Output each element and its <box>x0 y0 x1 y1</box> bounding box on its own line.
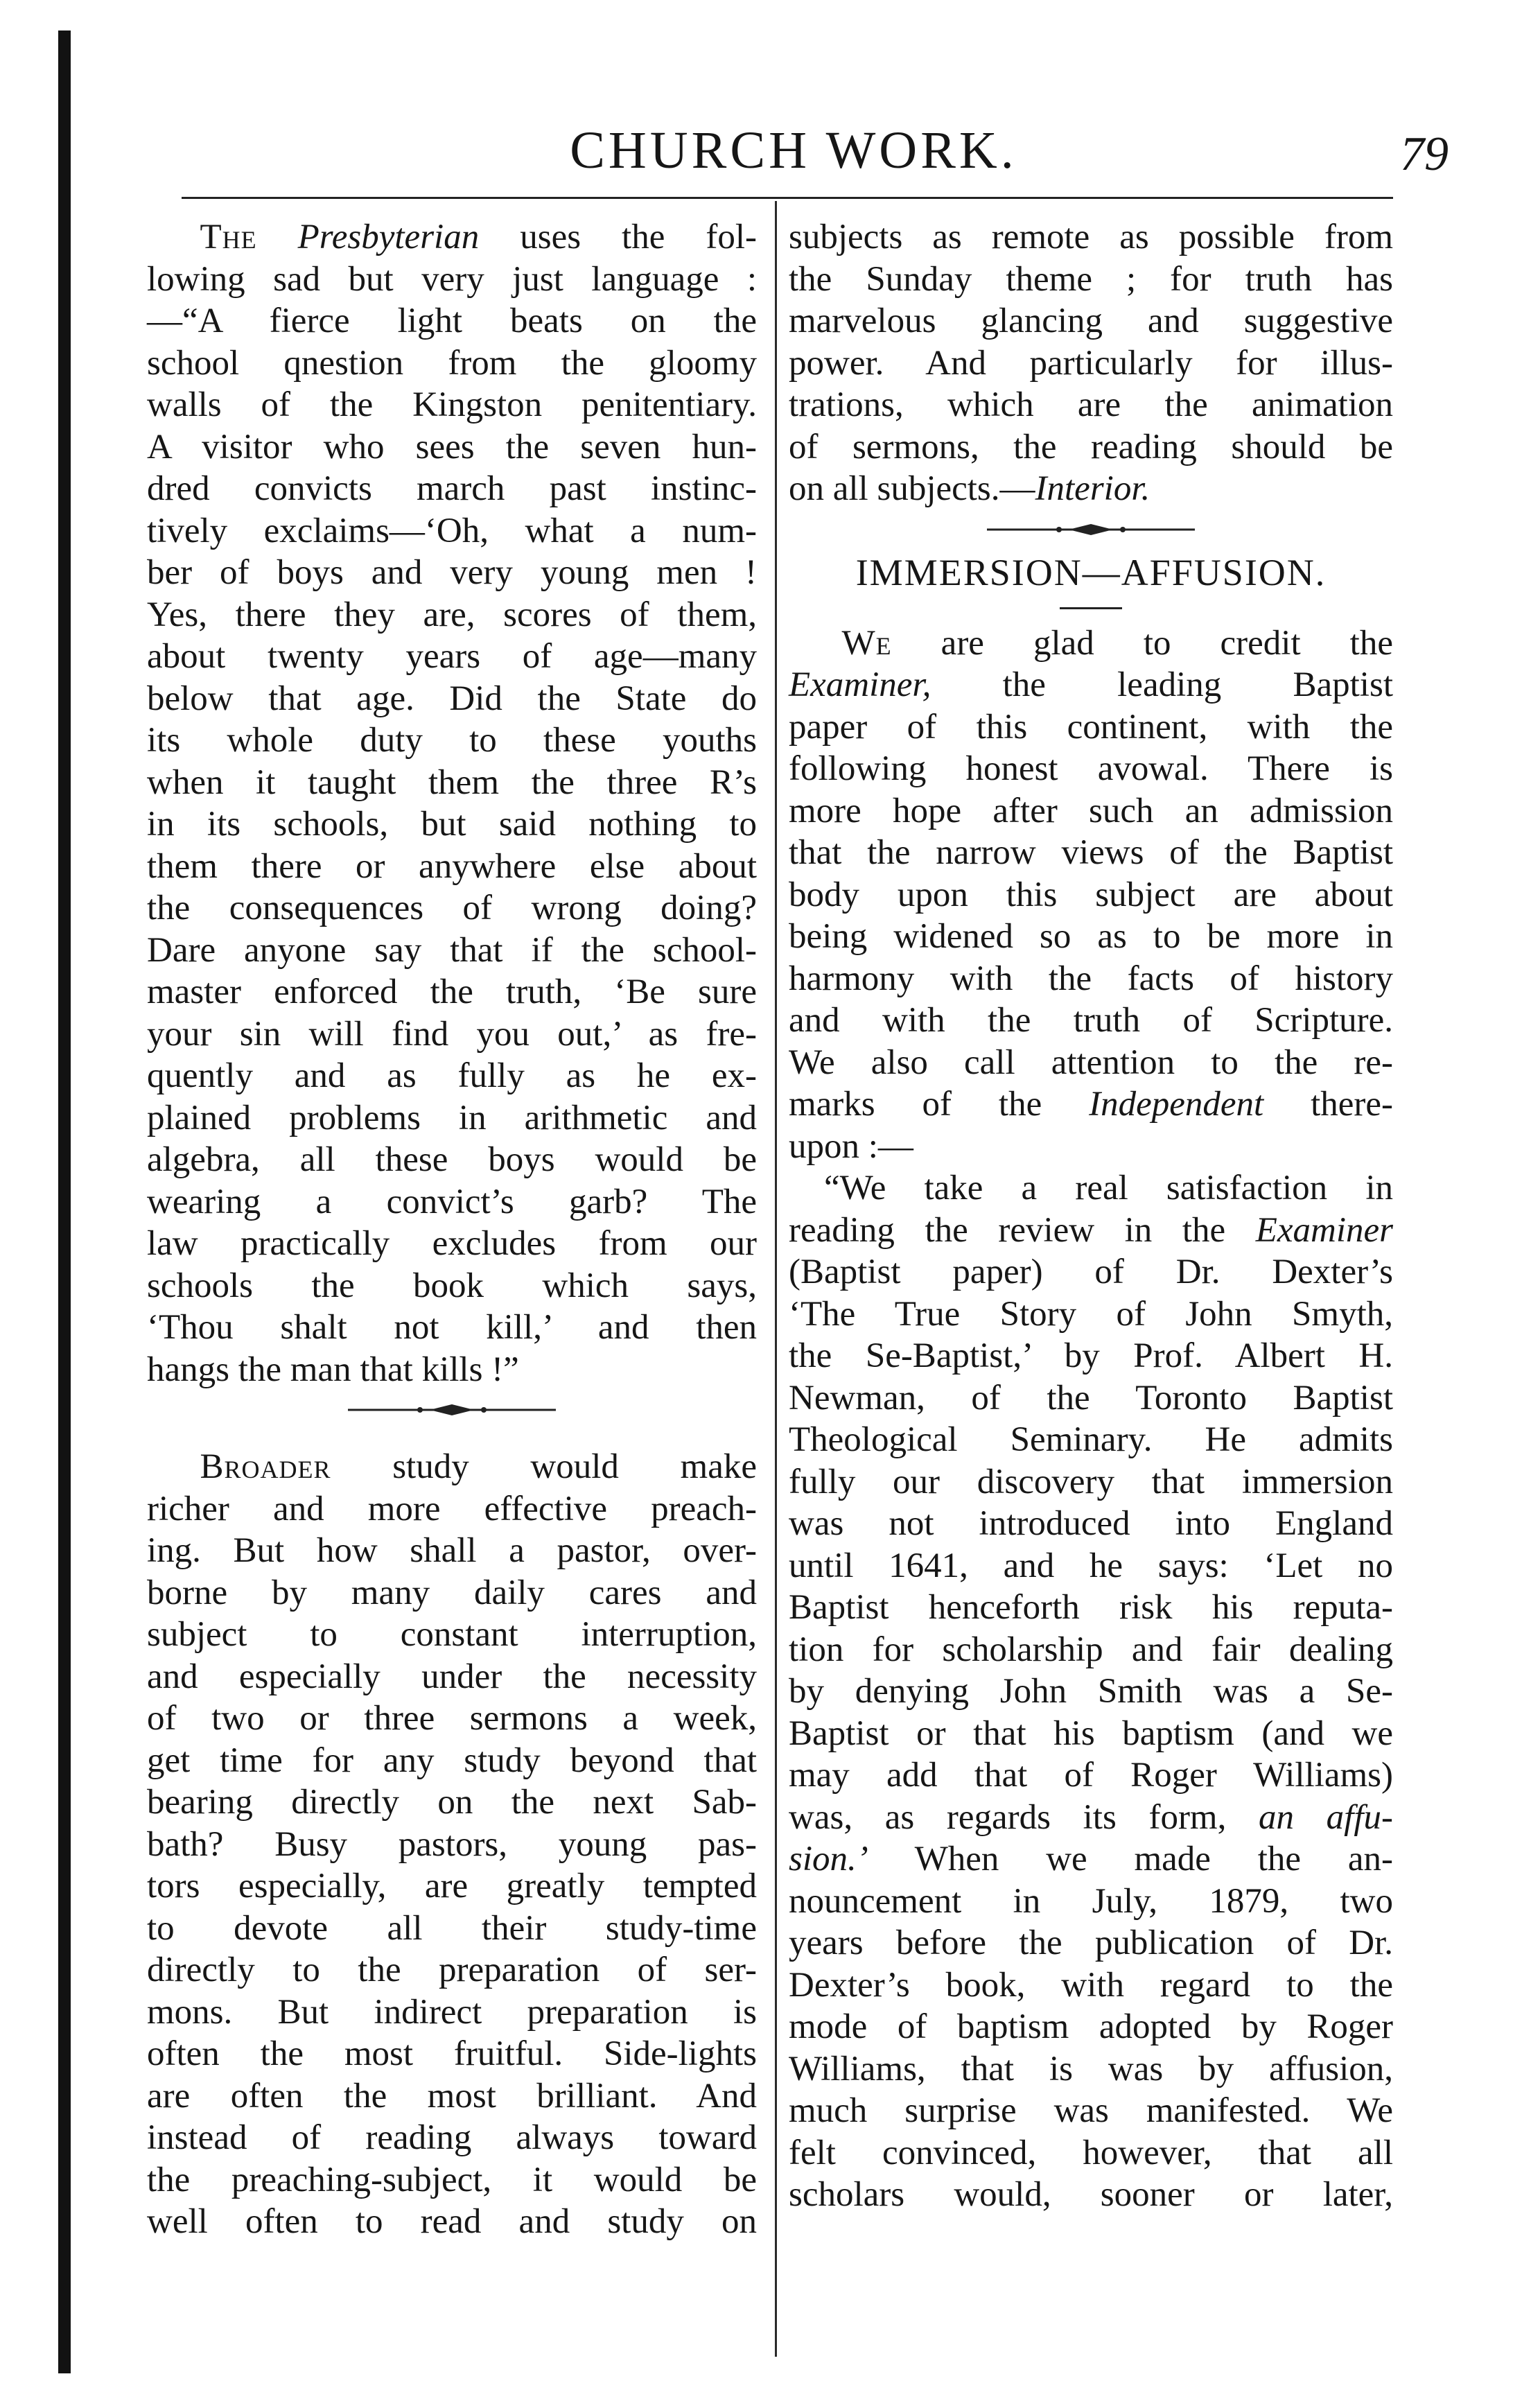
text-line: the Se-Baptist,’ by Prof. Albert H. <box>789 1336 1393 1375</box>
text-line: bath? Busy pastors, young pas- <box>147 1824 757 1864</box>
text-line: bearing directly on the next Sab- <box>147 1783 757 1822</box>
text-line: about twenty years of age—many <box>147 637 757 676</box>
opening-word: Broader <box>200 1447 331 1486</box>
text-line: —“A fierce light beats on the <box>147 302 757 340</box>
text-line: hangs the man that kills !” <box>147 1350 519 1389</box>
text-line: ber of boys and very young men ! <box>147 553 757 592</box>
text-line: (Baptist paper) of Dr. Dexter’s <box>789 1253 1393 1291</box>
article-broader-study <box>147 1446 757 2243</box>
text-line: Yes, there they are, scores of them, <box>147 595 757 634</box>
text-line: dred convicts march past instinc- <box>147 469 757 508</box>
text-line: marvelous glancing and suggestive <box>789 302 1393 340</box>
running-head <box>139 119 1449 182</box>
text-line: subject to constant interruption, <box>147 1615 757 1654</box>
source-line: on all subjects.—Interior. <box>789 469 1150 508</box>
text-line: get time for any study beyond that <box>147 1741 757 1780</box>
text-line: Williams, that is was by affusion, <box>789 2049 1393 2088</box>
page-binding-edge <box>58 30 71 2373</box>
text-line: much surprise was manifested. We <box>789 2091 1393 2130</box>
text-line: the consequences of wrong doing? <box>147 889 757 927</box>
text-line: richer and more effective preach- <box>147 1489 757 1528</box>
text-line: paper of this continent, with the <box>789 707 1393 747</box>
text-line: was not introduced into England <box>789 1504 1393 1543</box>
text-line: ing. But how shall a pastor, over- <box>147 1531 757 1570</box>
text-line: Dexter’s book, with regard to the <box>789 1965 1393 2005</box>
right-column <box>789 216 1393 2216</box>
text-line: Newman, of the Toronto Baptist <box>789 1378 1393 1418</box>
page-number: 79 <box>1400 128 1449 181</box>
text-line: scholars would, sooner or later, <box>789 2175 1393 2214</box>
text-line: directly to the preparation of ser- <box>147 1951 757 1989</box>
text-line: mode of baptism adopted by Roger <box>789 2007 1393 2046</box>
text-line: tors especially, are greatly tempted <box>147 1867 757 1905</box>
ornament-icon <box>348 1403 556 1417</box>
article-immersion <box>789 622 1393 1168</box>
article-presbyterian <box>147 216 757 1390</box>
text-line: the Sunday theme ; for truth has <box>789 259 1393 299</box>
ornament-icon <box>987 523 1195 537</box>
text-line: tively exclaims—‘Oh, what a num- <box>147 511 757 550</box>
text-line: them there or anywhere else about <box>147 846 757 886</box>
text-line: Theological Seminary. He admits <box>789 1420 1393 1459</box>
text-line: may add that of Roger Williams) <box>789 1756 1393 1795</box>
article-first-line: The Presbyterian uses the fol- <box>200 218 757 256</box>
text-line: ‘Thou shalt not kill,’ and then <box>147 1308 757 1347</box>
text-line: by denying John Smith was a Se- <box>789 1672 1393 1711</box>
text-line: instead of reading always toward <box>147 2118 757 2157</box>
article-continuation <box>789 216 1393 510</box>
text-line: often the most fruitful. Side-lights <box>147 2034 757 2073</box>
article-first-line: We are glad to credit the <box>841 623 1393 663</box>
text-line: following honest avowal. There is <box>789 749 1393 788</box>
text-line: borne by many daily cares and <box>147 1573 757 1612</box>
text-line: lowing sad but very just language : <box>147 259 757 299</box>
text-line: reading the review in the Examiner <box>789 1210 1393 1250</box>
opening-word: We <box>841 623 892 663</box>
journal-name: Presbyterian <box>297 218 480 256</box>
text-line: of two or three sermons a week, <box>147 1699 757 1738</box>
text-line: its whole duty to these youths <box>147 721 757 760</box>
section-heading: IMMERSION—AFFUSION. <box>855 551 1327 593</box>
text-line: law practically excludes from our <box>147 1224 757 1263</box>
text-line: years before the publication of Dr. <box>789 1924 1393 1962</box>
text-line: ‘The True Story of John Smyth, <box>789 1294 1393 1334</box>
text-line: mons. But indirect preparation is <box>147 1992 757 2032</box>
journal-name: Independent <box>1089 1085 1264 1124</box>
quotation <box>789 1167 1393 2216</box>
text-line: We also call attention to the re- <box>789 1043 1393 1082</box>
text-line: power. And particularly for illus- <box>789 343 1393 383</box>
text-line: master enforced the truth, ‘Be sure <box>147 972 757 1011</box>
quote-first-line: “We take a real satisfaction in <box>824 1169 1393 1207</box>
text-line: subjects as remote as possible from <box>789 218 1393 256</box>
text-line: tion for scholarship and fair dealing <box>789 1630 1393 1669</box>
left-column <box>147 216 757 2243</box>
text-line: walls of the Kingston penitentiary. <box>147 385 757 424</box>
text-line: until 1641, and he says: ‘Let no <box>789 1546 1393 1585</box>
text-line: Dare anyone say that if the school- <box>147 930 757 970</box>
opening-word: The <box>200 218 257 256</box>
source-citation: Interior. <box>1035 469 1150 508</box>
text-line: Baptist henceforth risk his reputa- <box>789 1588 1393 1627</box>
text-line: and especially under the necessity <box>147 1657 757 1696</box>
article-first-line: Broader study would make <box>200 1447 757 1486</box>
text-line: plained problems in arithmetic and <box>147 1098 757 1137</box>
text-line: nouncement in July, 1879, two <box>789 1881 1393 1921</box>
text-line: are often the most brilliant. And <box>147 2076 757 2116</box>
text-line: body upon this subject are about <box>789 875 1393 914</box>
text-line: of sermons, the reading should be <box>789 427 1393 466</box>
text-line: quently and as fully as he ex- <box>147 1056 757 1095</box>
text-line: well often to read and study on <box>147 2202 757 2241</box>
text-line: upon :— <box>789 1126 913 1166</box>
journal-name: Examiner, <box>789 665 931 704</box>
text-line: your sin will find you out,’ as fre- <box>147 1014 757 1054</box>
journal-name: Examiner <box>1255 1210 1393 1250</box>
text-line: Baptist or that his baptism (and we <box>789 1713 1393 1753</box>
text-line: fully our discovery that immersion <box>789 1462 1393 1501</box>
section-ornament <box>789 510 1393 550</box>
header-rule <box>182 197 1393 199</box>
text-line: harmony with the facts of history <box>789 959 1393 998</box>
text-line: below that age. Did the State do <box>147 679 757 718</box>
text-line: more hope after such an admission <box>789 791 1393 830</box>
text-line: was, as regards its form, an affu- <box>789 1797 1393 1837</box>
text-line: A visitor who sees the seven hun- <box>147 427 757 466</box>
text-line: school qnestion from the gloomy <box>147 343 757 383</box>
italic-phrase: sion.’ <box>789 1840 868 1878</box>
text-line: when it taught them the three R’s <box>147 762 757 802</box>
text-line: felt convinced, however, that all <box>789 2133 1393 2172</box>
text-line: wearing a convict’s garb? The <box>147 1182 757 1221</box>
text-line: schools the book which says, <box>147 1266 757 1305</box>
text-line: algebra, all these boys would be <box>147 1140 757 1179</box>
column-divider <box>775 201 777 2357</box>
section-ornament <box>147 1390 757 1431</box>
italic-phrase: an affu- <box>1259 1797 1393 1837</box>
text-line: sion.’ When we made the an- <box>789 1840 1393 1878</box>
running-title: CHURCH WORK. <box>570 121 1017 180</box>
text-line: in its schools, but said nothing to <box>147 805 757 844</box>
text-line: marks of the Independent there- <box>789 1085 1393 1124</box>
text-line: to devote all their study-time <box>147 1908 757 1948</box>
text-line: being widened so as to be more in <box>789 917 1393 956</box>
text-line: trations, which are the animation <box>789 385 1393 424</box>
heading-rule <box>789 595 1393 622</box>
text-line: and with the truth of Scripture. <box>789 1001 1393 1040</box>
text-line: that the narrow views of the Baptist <box>789 833 1393 872</box>
text-line: the preaching-subject, it would be <box>147 2160 757 2199</box>
text-line: Examiner, the leading Baptist <box>789 665 1393 704</box>
